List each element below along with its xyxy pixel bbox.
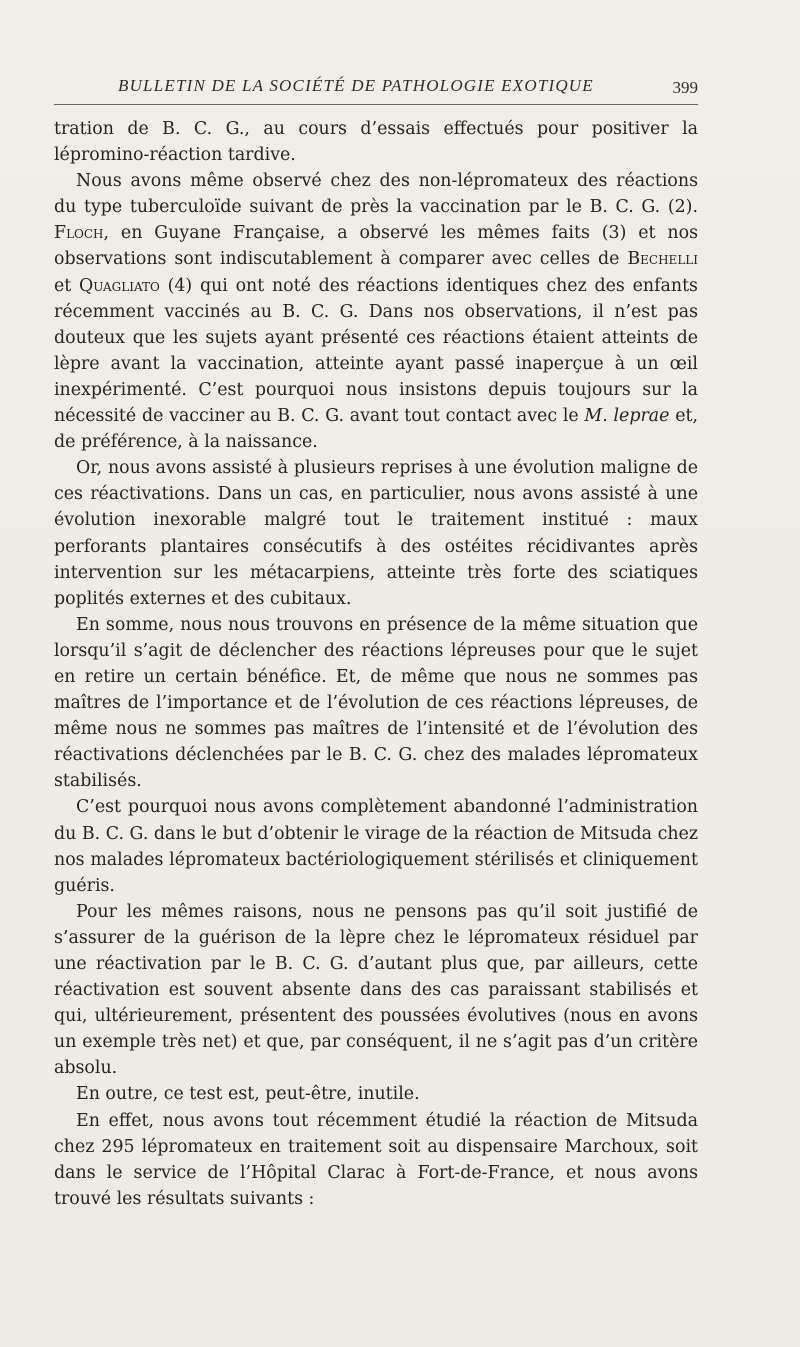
paragraph-evolution: Or, nous avons assisté à plusieurs reprises à une évolution maligne de ces réactivations. Dans un cas, en particulier, nous avons assisté à une évolution inexorable malgré tout le traitement institué : maux perforants plantaires consécutifs à des ostéites récidivantes après intervention sur les métacarpiens, atteinte très forte des sciatiques poplités externes et des cubitaux. xyxy=(54,458,698,609)
paragraph-text: , en Guyane Française, a observé les mêmes faits (3) et nos observations sont indiscutablement à comparer avec celles de xyxy=(54,223,698,270)
paragraph-reasons: Pour les mêmes raisons, nous ne pensons pas qu’il soit justifié de s’assurer de la guérison de la lèpre chez le lépromateux résiduel par une réactivation par le B. C. G. d’autant plus que, par ailleurs, cette réactivation est souvent absente dans des cas paraissant stabilisés et qui, ultérieurement, présentent des poussées évolutives (nous en avons un exemple très net) et que, par conséquent, il ne s’agit pas d’un critère absolu. xyxy=(54,901,698,1079)
paragraph-summary: En somme, nous nous trouvons en présence de la même situation que lorsqu’il s’agit de déclencher des réactions lépreuses pour que le sujet en retire un certain bénéfice. Et, de même que nous ne sommes pas maîtres de l’importance et de l’évolution de ces réactions lépreuses, de même nous ne sommes pas maîtres de l’intensité et de l’évolution des réactivations déclenchées par le B. C. G. chez des malades lépromateux stabilisés. xyxy=(54,614,698,792)
paragraph-reactions xyxy=(54,168,698,455)
paragraph-continuation: tration de B. C. G., au cours d’essais effectués pour positiver la lépromino-réaction tardive. xyxy=(54,119,698,166)
page-number: 399 xyxy=(672,78,698,97)
paragraph-abandon: C’est pourquoi nous avons complètement abandonné l’administration du B. C. G. dans le but d’obtenir le virage de la réaction de Mitsuda chez nos malades lépromateux bactériologiquement stérilisés et cliniquement guéris. xyxy=(54,797,698,896)
paragraph-text: Nous avons même observé chez des non-lépromateux des réactions du type tuberculoïde suivant de près la vaccination par le B. C. G. (2). xyxy=(54,171,698,218)
paragraph-results: En effet, nous avons tout récemment étudié la réaction de Mitsuda chez 295 lépromateux en traitement soit au dispensaire Marchoux, soit dans le service de l’Hôpital Clarac à Fort-de-France, et nous avons trouvé les résultats suivants : xyxy=(54,1110,698,1209)
article-body xyxy=(54,116,698,1212)
paragraph-test-useless: En outre, ce test est, peut-être, inutile. xyxy=(76,1084,420,1105)
running-title: BULLETIN DE LA SOCIÉTÉ DE PATHOLOGIE EXOTIQUE xyxy=(118,76,594,95)
author-name: Quagliato xyxy=(79,275,160,296)
author-name: Floch xyxy=(54,223,104,244)
paragraph-text: et, de préférence, à la naissance. xyxy=(54,406,699,453)
paragraph-text: et xyxy=(54,275,80,296)
paragraph-text: (4) qui ont noté des réactions identiques chez des enfants récemment vaccinés au B. C. G. Dans nos observations, il n’est pas douteux que les sujets ayant présenté ces réactions étaient atteints de lèpre avant la vaccination, atteinte ayant passé inaperçue à un œil inexpérimenté. C’est pourquoi nous insistons depuis toujours sur la nécessité de vacciner au B. C. G. avant tout contact avec le xyxy=(54,275,698,427)
page-header xyxy=(54,70,698,106)
species-name: M. leprae xyxy=(584,406,670,427)
author-name: Bechelli xyxy=(627,249,698,270)
header-rule xyxy=(54,104,698,105)
